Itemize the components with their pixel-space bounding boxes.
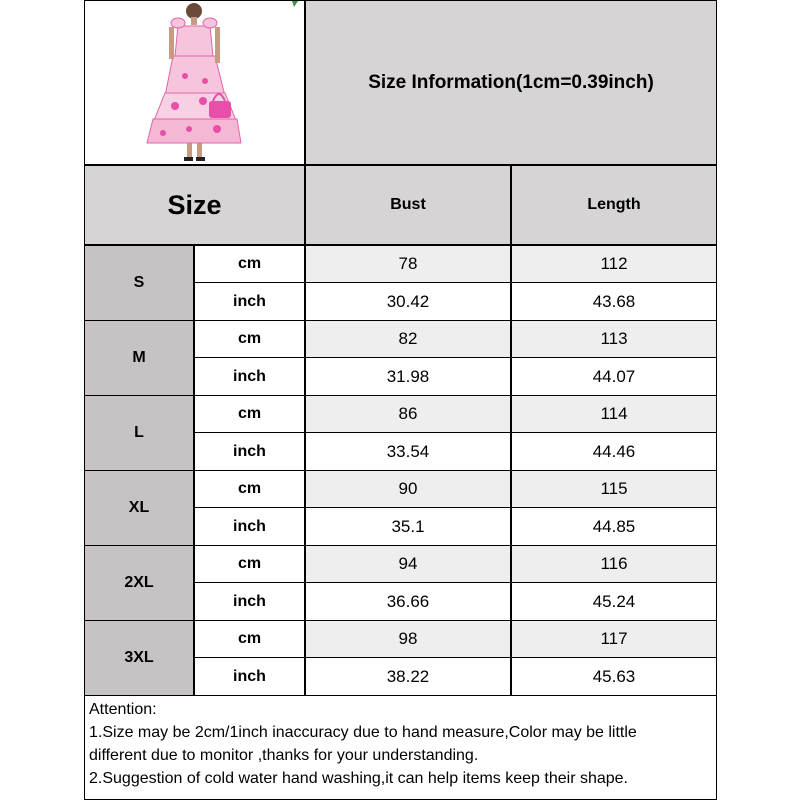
bust-cm-value: 94 [305, 545, 511, 583]
length-inch-value: 45.24 [511, 582, 717, 621]
attention-notes [84, 696, 717, 800]
unit-inch-label: inch [194, 432, 305, 471]
unit-inch-label: inch [194, 357, 305, 396]
dress-product-image [85, 1, 304, 164]
notes-heading: Attention: [89, 701, 157, 718]
bust-cm-value: 90 [305, 470, 511, 508]
length-inch-value: 44.46 [511, 432, 717, 471]
length-cm-value: 112 [511, 245, 717, 283]
bust-cm-value: 78 [305, 245, 511, 283]
bust-inch-value: 36.66 [305, 582, 511, 621]
length-cm-value: 116 [511, 545, 717, 583]
unit-cm-label: cm [194, 545, 305, 583]
length-cm-value: 115 [511, 470, 717, 508]
length-inch-value: 44.07 [511, 357, 717, 396]
bust-cm-value: 98 [305, 620, 511, 658]
notes-line-2: different due to monitor ,thanks for your understanding. [89, 747, 479, 764]
notes-line-3: 2.Suggestion of cold water hand washing,it can help items keep their shape. [89, 770, 628, 787]
size-header: Size [84, 165, 305, 245]
unit-inch-label: inch [194, 282, 305, 321]
bust-cm-value: 82 [305, 320, 511, 358]
bust-inch-value: 30.42 [305, 282, 511, 321]
unit-cm-label: cm [194, 470, 305, 508]
length-cm-value: 114 [511, 395, 717, 433]
bust-inch-value: 33.54 [305, 432, 511, 471]
bust-cm-value: 86 [305, 395, 511, 433]
unit-inch-label: inch [194, 507, 305, 546]
unit-inch-label: inch [194, 582, 305, 621]
unit-cm-label: cm [194, 320, 305, 358]
length-cm-value: 113 [511, 320, 717, 358]
size-chart [84, 0, 717, 800]
length-header: Length [511, 165, 717, 245]
length-cm-value: 117 [511, 620, 717, 658]
length-inch-value: 44.85 [511, 507, 717, 546]
size-label: M [84, 320, 194, 396]
bust-inch-value: 38.22 [305, 657, 511, 696]
size-label: 2XL [84, 545, 194, 621]
bust-inch-value: 31.98 [305, 357, 511, 396]
unit-cm-label: cm [194, 620, 305, 658]
unit-inch-label: inch [194, 657, 305, 696]
bust-header: Bust [305, 165, 511, 245]
notes-line-1: 1.Size may be 2cm/1inch inaccuracy due to hand measure,Color may be little [89, 724, 637, 741]
product-image-cell [84, 0, 305, 165]
unit-cm-label: cm [194, 245, 305, 283]
size-label: S [84, 245, 194, 321]
size-info-title: Size Information(1cm=0.39inch) [305, 0, 717, 165]
size-label: L [84, 395, 194, 471]
bust-inch-value: 35.1 [305, 507, 511, 546]
unit-cm-label: cm [194, 395, 305, 433]
size-label: XL [84, 470, 194, 546]
length-inch-value: 45.63 [511, 657, 717, 696]
length-inch-value: 43.68 [511, 282, 717, 321]
size-label: 3XL [84, 620, 194, 696]
